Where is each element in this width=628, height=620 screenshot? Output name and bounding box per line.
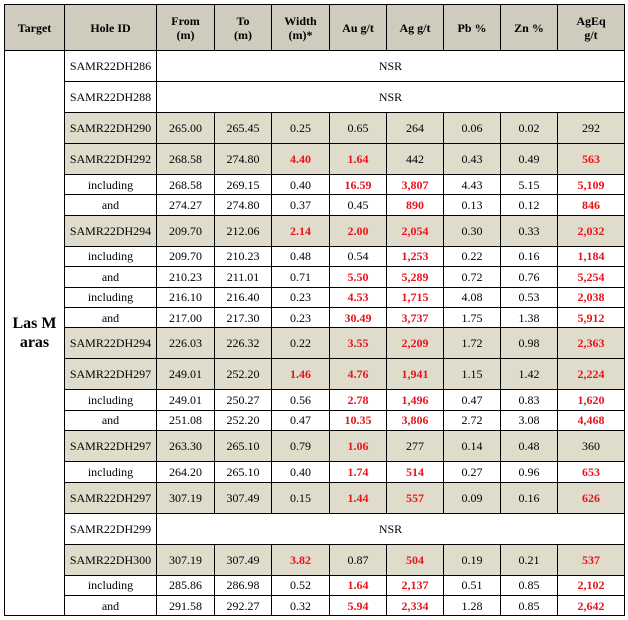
from-cell: 216.10 <box>157 287 215 307</box>
au-cell: 0.45 <box>330 195 387 215</box>
hole-id-cell: including <box>65 287 157 307</box>
au-cell: 10.35 <box>330 410 387 430</box>
width-cell: 1.46 <box>272 359 330 390</box>
pb-cell: 4.08 <box>444 287 501 307</box>
hole-id-cell: and <box>65 410 157 430</box>
header-au: Au g/t <box>330 5 387 51</box>
hole-id-cell: including <box>65 175 157 195</box>
width-cell: 0.23 <box>272 287 330 307</box>
ag-cell: 1,715 <box>387 287 444 307</box>
pb-cell: 1.72 <box>444 328 501 359</box>
au-cell: 0.54 <box>330 246 387 266</box>
to-cell: 274.80 <box>215 195 272 215</box>
to-cell: 265.10 <box>215 431 272 462</box>
to-cell: 265.10 <box>215 462 272 482</box>
ageq-cell: 5,912 <box>558 307 625 327</box>
table-row <box>5 82 625 113</box>
pb-cell: 1.28 <box>444 595 501 615</box>
zn-cell: 0.12 <box>501 195 558 215</box>
au-cell: 1.44 <box>330 482 387 513</box>
hole-id-cell: SAMR22DH290 <box>65 113 157 144</box>
table-body <box>5 51 625 616</box>
width-cell: 0.37 <box>272 195 330 215</box>
ag-cell: 5,289 <box>387 267 444 287</box>
width-cell: 0.79 <box>272 431 330 462</box>
header-pb: Pb % <box>444 5 501 51</box>
hole-id-cell: SAMR22DH300 <box>65 544 157 575</box>
table-row <box>5 51 625 82</box>
zn-cell: 0.96 <box>501 462 558 482</box>
au-cell: 16.59 <box>330 175 387 195</box>
table-row <box>5 195 625 215</box>
pb-cell: 0.27 <box>444 462 501 482</box>
to-cell: 286.98 <box>215 575 272 595</box>
pb-cell: 0.22 <box>444 246 501 266</box>
width-cell: 0.25 <box>272 113 330 144</box>
pb-cell: 0.19 <box>444 544 501 575</box>
hole-id-cell: SAMR22DH299 <box>65 513 157 544</box>
to-cell: 226.32 <box>215 328 272 359</box>
width-cell: 0.32 <box>272 595 330 615</box>
from-cell: 209.70 <box>157 246 215 266</box>
hole-id-cell: and <box>65 267 157 287</box>
au-cell: 2.78 <box>330 390 387 410</box>
ag-cell: 2,334 <box>387 595 444 615</box>
table-row <box>5 513 625 544</box>
ag-cell: 3,737 <box>387 307 444 327</box>
ageq-cell: 563 <box>558 144 625 175</box>
width-cell: 0.47 <box>272 410 330 430</box>
hole-id-cell: SAMR22DH297 <box>65 482 157 513</box>
ageq-cell: 5,254 <box>558 267 625 287</box>
zn-cell: 0.83 <box>501 390 558 410</box>
au-cell: 30.49 <box>330 307 387 327</box>
to-cell: 211.01 <box>215 267 272 287</box>
table-row <box>5 595 625 615</box>
pb-cell: 0.72 <box>444 267 501 287</box>
zn-cell: 1.42 <box>501 359 558 390</box>
table-row <box>5 267 625 287</box>
zn-cell: 0.85 <box>501 575 558 595</box>
table-row <box>5 390 625 410</box>
ageq-cell: 5,109 <box>558 175 625 195</box>
ag-cell: 264 <box>387 113 444 144</box>
from-cell: 307.19 <box>157 482 215 513</box>
nsr-cell: NSR <box>157 513 625 544</box>
from-cell: 274.27 <box>157 195 215 215</box>
table-row <box>5 328 625 359</box>
ageq-cell: 1,184 <box>558 246 625 266</box>
table-row <box>5 215 625 246</box>
ag-cell: 442 <box>387 144 444 175</box>
hole-id-cell: and <box>65 595 157 615</box>
hole-id-cell: including <box>65 462 157 482</box>
hole-id-cell: including <box>65 246 157 266</box>
from-cell: 263.30 <box>157 431 215 462</box>
header-ag: Ag g/t <box>387 5 444 51</box>
hole-id-cell: and <box>65 195 157 215</box>
table-row <box>5 482 625 513</box>
to-cell: 265.45 <box>215 113 272 144</box>
width-cell: 0.15 <box>272 482 330 513</box>
hole-id-cell: SAMR22DH297 <box>65 359 157 390</box>
table-row <box>5 287 625 307</box>
hole-id-cell: SAMR22DH288 <box>65 82 157 113</box>
to-cell: 307.49 <box>215 482 272 513</box>
au-cell: 4.53 <box>330 287 387 307</box>
header-to: To (m) <box>215 5 272 51</box>
pb-cell: 1.75 <box>444 307 501 327</box>
to-cell: 212.06 <box>215 215 272 246</box>
ag-cell: 514 <box>387 462 444 482</box>
au-cell: 1.64 <box>330 144 387 175</box>
width-cell: 0.48 <box>272 246 330 266</box>
zn-cell: 3.08 <box>501 410 558 430</box>
ageq-cell: 360 <box>558 431 625 462</box>
ageq-cell: 2,363 <box>558 328 625 359</box>
from-cell: 285.86 <box>157 575 215 595</box>
ageq-cell: 2,224 <box>558 359 625 390</box>
ag-cell: 1,253 <box>387 246 444 266</box>
pb-cell: 0.14 <box>444 431 501 462</box>
assay-results-table <box>4 4 625 616</box>
table-row <box>5 246 625 266</box>
ageq-cell: 626 <box>558 482 625 513</box>
table-row <box>5 431 625 462</box>
header-width: Width (m)* <box>272 5 330 51</box>
ag-cell: 557 <box>387 482 444 513</box>
width-cell: 0.40 <box>272 462 330 482</box>
zn-cell: 0.16 <box>501 482 558 513</box>
hole-id-cell: SAMR22DH294 <box>65 215 157 246</box>
au-cell: 1.74 <box>330 462 387 482</box>
ag-cell: 890 <box>387 195 444 215</box>
table-row <box>5 113 625 144</box>
table-row <box>5 359 625 390</box>
width-cell: 2.14 <box>272 215 330 246</box>
from-cell: 210.23 <box>157 267 215 287</box>
from-cell: 249.01 <box>157 359 215 390</box>
au-cell: 0.87 <box>330 544 387 575</box>
zn-cell: 0.98 <box>501 328 558 359</box>
au-cell: 1.64 <box>330 575 387 595</box>
header-row <box>5 5 625 51</box>
pb-cell: 0.51 <box>444 575 501 595</box>
hole-id-cell: SAMR22DH294 <box>65 328 157 359</box>
ag-cell: 1,941 <box>387 359 444 390</box>
ageq-cell: 4,468 <box>558 410 625 430</box>
ageq-cell: 537 <box>558 544 625 575</box>
to-cell: 307.49 <box>215 544 272 575</box>
header-from: From (m) <box>157 5 215 51</box>
table-row <box>5 462 625 482</box>
zn-cell: 5.15 <box>501 175 558 195</box>
table-row <box>5 144 625 175</box>
pb-cell: 0.09 <box>444 482 501 513</box>
zn-cell: 0.53 <box>501 287 558 307</box>
to-cell: 216.40 <box>215 287 272 307</box>
ag-cell: 2,054 <box>387 215 444 246</box>
pb-cell: 1.15 <box>444 359 501 390</box>
header-target: Target <box>5 5 65 51</box>
au-cell: 2.00 <box>330 215 387 246</box>
pb-cell: 2.72 <box>444 410 501 430</box>
pb-cell: 0.47 <box>444 390 501 410</box>
from-cell: 268.58 <box>157 144 215 175</box>
au-cell: 4.76 <box>330 359 387 390</box>
to-cell: 250.27 <box>215 390 272 410</box>
to-cell: 252.20 <box>215 359 272 390</box>
hole-id-cell: including <box>65 390 157 410</box>
ag-cell: 1,496 <box>387 390 444 410</box>
to-cell: 210.23 <box>215 246 272 266</box>
ageq-cell: 2,032 <box>558 215 625 246</box>
zn-cell: 1.38 <box>501 307 558 327</box>
au-cell: 5.94 <box>330 595 387 615</box>
from-cell: 264.20 <box>157 462 215 482</box>
zn-cell: 0.48 <box>501 431 558 462</box>
ageq-cell: 2,642 <box>558 595 625 615</box>
zn-cell: 0.76 <box>501 267 558 287</box>
ageq-cell: 2,102 <box>558 575 625 595</box>
ageq-cell: 1,620 <box>558 390 625 410</box>
from-cell: 307.19 <box>157 544 215 575</box>
table-row <box>5 410 625 430</box>
au-cell: 1.06 <box>330 431 387 462</box>
from-cell: 268.58 <box>157 175 215 195</box>
width-cell: 3.82 <box>272 544 330 575</box>
au-cell: 0.65 <box>330 113 387 144</box>
width-cell: 0.40 <box>272 175 330 195</box>
hole-id-cell: SAMR22DH297 <box>65 431 157 462</box>
width-cell: 0.56 <box>272 390 330 410</box>
nsr-cell: NSR <box>157 82 625 113</box>
ag-cell: 277 <box>387 431 444 462</box>
header-ageq: AgEq g/t <box>558 5 625 51</box>
table-row <box>5 307 625 327</box>
hole-id-cell: SAMR22DH292 <box>65 144 157 175</box>
to-cell: 292.27 <box>215 595 272 615</box>
header-hole-id: Hole ID <box>65 5 157 51</box>
ageq-cell: 846 <box>558 195 625 215</box>
hole-id-cell: including <box>65 575 157 595</box>
au-cell: 3.55 <box>330 328 387 359</box>
from-cell: 249.01 <box>157 390 215 410</box>
zn-cell: 0.02 <box>501 113 558 144</box>
pb-cell: 0.13 <box>444 195 501 215</box>
au-cell: 5.50 <box>330 267 387 287</box>
pb-cell: 0.43 <box>444 144 501 175</box>
nsr-cell: NSR <box>157 51 625 82</box>
ageq-cell: 2,038 <box>558 287 625 307</box>
to-cell: 252.20 <box>215 410 272 430</box>
from-cell: 251.08 <box>157 410 215 430</box>
ag-cell: 504 <box>387 544 444 575</box>
from-cell: 209.70 <box>157 215 215 246</box>
table-row <box>5 544 625 575</box>
to-cell: 274.80 <box>215 144 272 175</box>
pb-cell: 0.30 <box>444 215 501 246</box>
width-cell: 0.22 <box>272 328 330 359</box>
ag-cell: 2,209 <box>387 328 444 359</box>
table-row <box>5 575 625 595</box>
to-cell: 217.30 <box>215 307 272 327</box>
ag-cell: 2,137 <box>387 575 444 595</box>
ag-cell: 3,806 <box>387 410 444 430</box>
from-cell: 291.58 <box>157 595 215 615</box>
width-cell: 4.40 <box>272 144 330 175</box>
width-cell: 0.23 <box>272 307 330 327</box>
width-cell: 0.52 <box>272 575 330 595</box>
ageq-cell: 292 <box>558 113 625 144</box>
table-row <box>5 175 625 195</box>
target-cell: Las Maras <box>5 51 65 616</box>
header-zn: Zn % <box>501 5 558 51</box>
pb-cell: 4.43 <box>444 175 501 195</box>
zn-cell: 0.33 <box>501 215 558 246</box>
from-cell: 265.00 <box>157 113 215 144</box>
hole-id-cell: SAMR22DH286 <box>65 51 157 82</box>
ag-cell: 3,807 <box>387 175 444 195</box>
width-cell: 0.71 <box>272 267 330 287</box>
from-cell: 217.00 <box>157 307 215 327</box>
zn-cell: 0.16 <box>501 246 558 266</box>
zn-cell: 0.85 <box>501 595 558 615</box>
zn-cell: 0.49 <box>501 144 558 175</box>
ageq-cell: 653 <box>558 462 625 482</box>
zn-cell: 0.21 <box>501 544 558 575</box>
from-cell: 226.03 <box>157 328 215 359</box>
hole-id-cell: and <box>65 307 157 327</box>
to-cell: 269.15 <box>215 175 272 195</box>
pb-cell: 0.06 <box>444 113 501 144</box>
